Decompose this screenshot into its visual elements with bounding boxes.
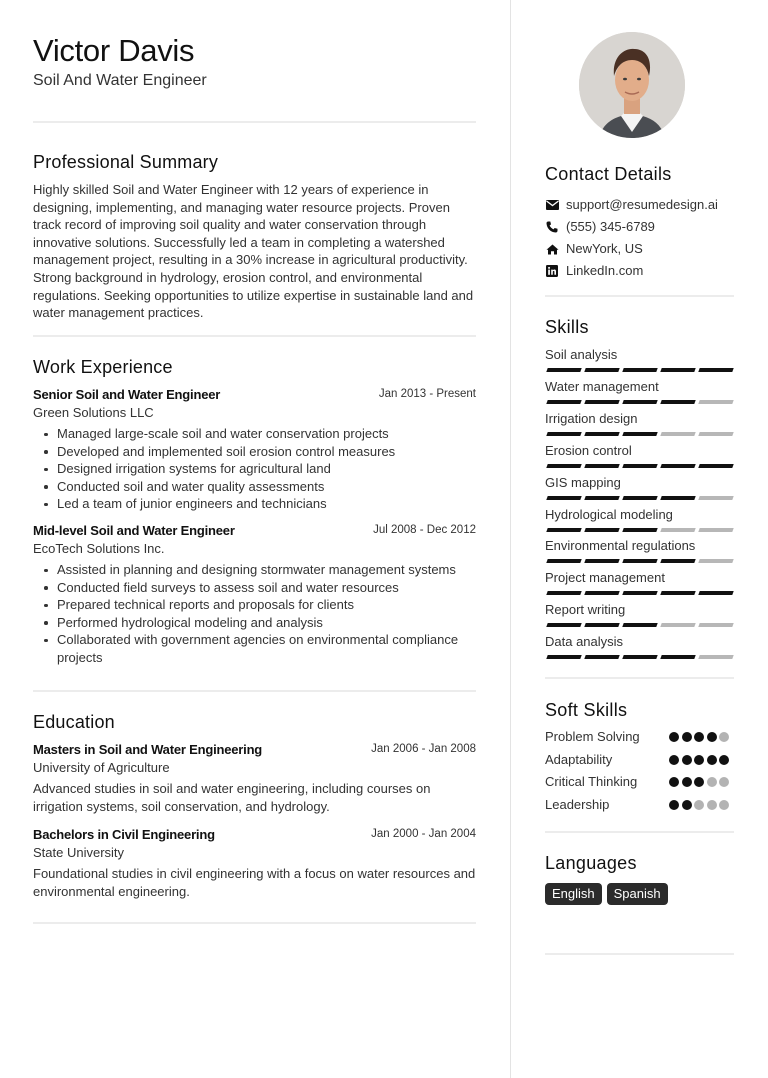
job-date: Jul 2008 - Dec 2012 [373, 524, 476, 536]
envelope-icon [545, 198, 559, 212]
skill-item [545, 569, 734, 595]
skill-level-bar [545, 591, 734, 595]
skill-level-segment [546, 464, 581, 468]
skill-level-segment [622, 400, 657, 404]
home-icon [545, 242, 559, 256]
rating-dot-icon [669, 777, 679, 787]
skill-level-segment [698, 464, 733, 468]
skill-level-segment [660, 655, 695, 659]
soft-skill-rating [669, 800, 729, 810]
job-bullet: Collaborated with government agencies on environmental compliance projects [33, 631, 476, 666]
contact-divider [545, 295, 734, 297]
skill-level-bar [545, 559, 734, 563]
skill-level-segment [622, 559, 657, 563]
skill-level-segment [584, 559, 619, 563]
skill-name: Environmental regulations [545, 538, 696, 554]
skill-level-segment [584, 528, 619, 532]
candidate-name: Victor Davis [33, 33, 195, 68]
skill-level-segment [622, 591, 657, 595]
education-entry [33, 741, 476, 815]
rating-dot-icon [694, 732, 704, 742]
skill-level-segment [660, 464, 695, 468]
job-bullet: Led a team of junior engineers and technicians [33, 495, 476, 513]
skill-level-segment [660, 623, 695, 627]
soft-skill-rating [669, 732, 729, 742]
language-badge: English [545, 883, 602, 905]
rating-dot-icon [694, 800, 704, 810]
rating-dot-icon [682, 755, 692, 765]
skill-level-segment [698, 400, 733, 404]
degree-title: Bachelors in Civil Engineering [33, 827, 215, 842]
skill-level-bar [545, 400, 734, 404]
rating-dot-icon [669, 755, 679, 765]
contact-location-text: NewYork, US [566, 241, 643, 256]
skill-level-segment [546, 400, 581, 404]
job-bullet: Designed irrigation systems for agricultural land [33, 460, 476, 478]
job-date: Jan 2013 - Present [378, 388, 476, 400]
skill-item [545, 442, 734, 468]
skill-level-segment [584, 432, 619, 436]
skill-name: Erosion control [545, 442, 632, 458]
soft-skill-name: Leadership [545, 796, 610, 812]
rating-dot-icon [669, 732, 679, 742]
school-name: University of Agriculture [33, 760, 170, 775]
soft-skill-item [545, 796, 734, 814]
contact-title: Contact Details [545, 164, 672, 184]
skill-name: Soil analysis [545, 347, 618, 362]
language-badge: Spanish [607, 883, 668, 905]
job-bullet: Prepared technical reports and proposals for clients [33, 596, 476, 614]
job-entry [33, 522, 476, 667]
skill-level-bar [545, 528, 734, 532]
soft-skill-item [545, 773, 734, 791]
contact-location [545, 240, 643, 258]
rating-dot-icon [707, 732, 717, 742]
soft-skill-name: Critical Thinking [545, 774, 638, 789]
contact-phone-text: (555) 345-6789 [566, 219, 655, 234]
job-bullet: Managed large-scale soil and water conservation projects [33, 425, 476, 443]
rating-dot-icon [719, 755, 729, 765]
contact-linkedin[interactable] [545, 262, 643, 280]
soft-skills-title: Soft Skills [545, 700, 628, 720]
job-bullets [33, 561, 476, 667]
education-divider [33, 922, 476, 924]
skill-level-segment [698, 432, 733, 436]
job-entry [33, 386, 476, 513]
skill-level-segment [546, 559, 581, 563]
languages-divider [545, 953, 734, 955]
languages-list [545, 883, 668, 905]
job-title: Senior Soil and Water Engineer [33, 387, 221, 402]
skill-level-segment [584, 464, 619, 468]
skill-level-segment [698, 655, 733, 659]
soft-skill-name: Adaptability [545, 751, 613, 767]
skill-level-segment [546, 655, 581, 659]
education-title: Education [33, 712, 115, 732]
avatar [579, 32, 685, 138]
skill-item [545, 537, 734, 563]
rating-dot-icon [719, 800, 729, 810]
job-bullet: Assisted in planning and designing stormwater management systems [33, 561, 476, 579]
skill-name: Water management [545, 378, 659, 394]
skill-level-segment [622, 623, 657, 627]
skill-level-segment [546, 591, 581, 595]
contact-phone[interactable] [545, 218, 655, 236]
skill-item [545, 633, 734, 659]
rating-dot-icon [719, 777, 729, 787]
skill-level-segment [584, 591, 619, 595]
skill-level-segment [698, 623, 733, 627]
skill-name: Project management [545, 570, 665, 586]
skill-name: Hydrological modeling [545, 506, 673, 522]
skills-divider [545, 677, 734, 679]
skill-level-segment [584, 368, 619, 372]
skill-item [545, 601, 734, 627]
skill-level-segment [622, 464, 657, 468]
skill-level-segment [698, 559, 733, 563]
header-divider [33, 121, 476, 123]
soft-skills-divider [545, 831, 734, 833]
skill-level-segment [660, 559, 695, 563]
education-entry [33, 826, 476, 900]
job-bullet: Conducted field surveys to assess soil and water resources [33, 579, 476, 597]
contact-linkedin-text: LinkedIn.com [566, 263, 644, 278]
skill-name: Irrigation design [545, 410, 638, 426]
skill-level-segment [622, 368, 657, 372]
skill-level-segment [698, 528, 733, 532]
experience-title: Work Experience [33, 357, 173, 377]
skill-item [545, 474, 734, 500]
job-bullets [33, 425, 476, 513]
summary-title: Professional Summary [33, 152, 219, 172]
skill-level-segment [546, 432, 581, 436]
contact-email-text: support@resumedesign.ai [566, 197, 718, 212]
skill-level-bar [545, 655, 734, 659]
rating-dot-icon [682, 777, 692, 787]
skill-item [545, 506, 734, 532]
skill-level-segment [660, 400, 695, 404]
skill-level-segment [660, 368, 695, 372]
skill-level-segment [698, 496, 733, 500]
soft-skill-item [545, 751, 734, 769]
skill-level-segment [622, 655, 657, 659]
skills-title: Skills [545, 317, 589, 337]
skill-level-segment [660, 496, 695, 500]
skill-level-segment [546, 623, 581, 627]
school-name: State University [33, 845, 125, 860]
skill-level-segment [622, 528, 657, 532]
candidate-role: Soil And Water Engineer [33, 72, 207, 89]
rating-dot-icon [707, 755, 717, 765]
skill-level-segment [584, 623, 619, 627]
skill-level-segment [660, 432, 695, 436]
soft-skill-item [545, 728, 734, 746]
summary-text: Highly skilled Soil and Water Engineer with 12 years of experience in designing, implementing, and managing water resource projects. Proven track record of improving soil quality and water conservation through innovative solutions. Successfully led a team in completing a watershed management project, resulting in a 30% increase in agricultural productivity. Strong background in hydrology, erosion control, and environmental regulations. Seeking opportunities to utilize expertise in sustainable land and water management practices. [33, 182, 474, 321]
skill-level-segment [698, 591, 733, 595]
education-date: Jan 2006 - Jan 2008 [371, 743, 476, 755]
skill-item [545, 346, 734, 372]
skill-level-bar [545, 623, 734, 627]
rating-dot-icon [707, 777, 717, 787]
skill-name: GIS mapping [545, 474, 621, 490]
skill-level-segment [622, 496, 657, 500]
rating-dot-icon [669, 800, 679, 810]
skill-level-segment [584, 655, 619, 659]
skill-level-segment [584, 400, 619, 404]
rating-dot-icon [694, 755, 704, 765]
contact-email[interactable] [545, 196, 718, 214]
soft-skill-rating [669, 755, 729, 765]
skill-name: Report writing [545, 602, 626, 618]
job-title: Mid-level Soil and Water Engineer [33, 523, 235, 538]
skill-level-segment [546, 528, 581, 532]
experience-divider [33, 690, 476, 692]
education-date: Jan 2000 - Jan 2004 [371, 828, 476, 840]
skill-level-bar [545, 464, 734, 468]
education-description: Foundational studies in civil engineering with a focus on water resources and environmental engineering. [33, 866, 476, 899]
education-description: Advanced studies in soil and water engineering, including courses on irrigation systems, soil conservation, and hydrology. [33, 781, 431, 814]
phone-icon [545, 220, 559, 234]
summary-divider [33, 335, 476, 337]
skill-name: Data analysis [545, 634, 624, 650]
rating-dot-icon [682, 800, 692, 810]
rating-dot-icon [719, 732, 729, 742]
skill-level-bar [545, 368, 734, 372]
job-company: EcoTech Solutions Inc. [33, 541, 165, 556]
skill-level-segment [546, 368, 581, 372]
soft-skill-name: Problem Solving [545, 729, 640, 744]
skill-item [545, 378, 734, 404]
job-bullet: Conducted soil and water quality assessments [33, 478, 476, 496]
rating-dot-icon [694, 777, 704, 787]
job-bullet: Developed and implemented soil erosion control measures [33, 443, 476, 461]
degree-title: Masters in Soil and Water Engineering [33, 742, 263, 757]
skill-level-segment [622, 432, 657, 436]
skill-level-segment [546, 496, 581, 500]
rating-dot-icon [682, 732, 692, 742]
soft-skill-rating [669, 777, 729, 787]
column-divider [510, 0, 511, 1078]
skill-level-bar [545, 432, 734, 436]
languages-title: Languages [545, 853, 637, 873]
rating-dot-icon [707, 800, 717, 810]
linkedin-icon [545, 264, 559, 278]
skill-level-segment [660, 591, 695, 595]
job-bullet: Performed hydrological modeling and analysis [33, 614, 476, 632]
skill-level-segment [660, 528, 695, 532]
person-photo-icon [579, 32, 685, 138]
skill-level-segment [584, 496, 619, 500]
skill-item [545, 410, 734, 436]
job-company: Green Solutions LLC [33, 405, 154, 420]
skill-level-bar [545, 496, 734, 500]
skill-level-segment [698, 368, 733, 372]
